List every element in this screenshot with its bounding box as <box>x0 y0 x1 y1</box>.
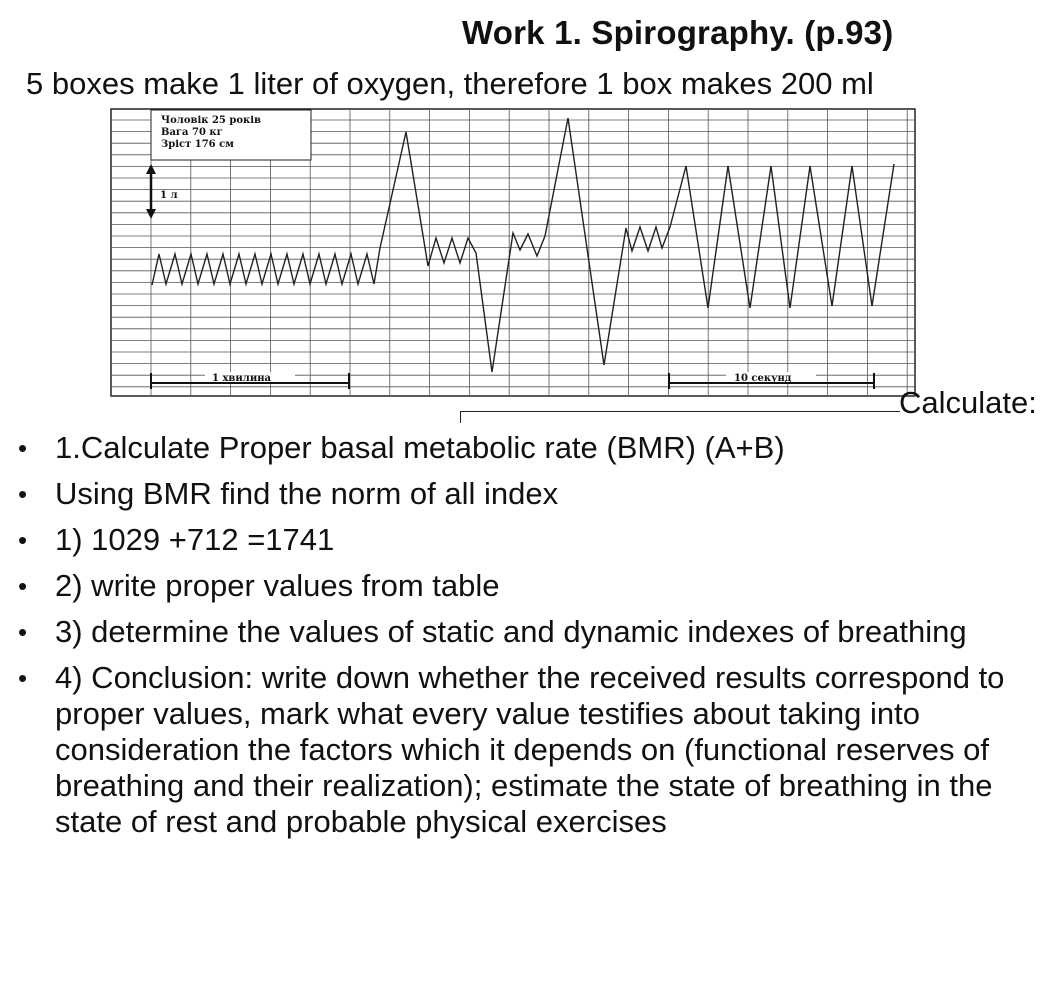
time-scale-seconds-label: 10 секунд <box>734 373 792 384</box>
task-text: Using BMR find the norm of all index <box>55 476 559 511</box>
task-text: 1.Calculate Proper basal metabolic rate (BMR) (A+B) <box>55 430 785 465</box>
list-item <box>16 660 1056 840</box>
list-item <box>16 614 1056 650</box>
subject-height: Зріст 176 см <box>161 139 234 150</box>
bullet-icon: • <box>18 479 28 509</box>
task-text: 2) write proper values from table <box>55 568 500 603</box>
list-item <box>16 476 1056 512</box>
volume-scale-label: 1 л <box>160 190 178 201</box>
volume-scale-arrow <box>146 164 156 219</box>
bullet-icon: • <box>18 663 28 693</box>
task-text: 1) 1029 +712 =1741 <box>55 522 335 557</box>
list-item <box>16 430 1056 466</box>
list-item <box>16 568 1056 604</box>
spirogram-figure <box>110 108 916 398</box>
bullet-icon: • <box>18 617 28 647</box>
time-scale-minute-label: 1 хвилина <box>212 373 272 384</box>
task-text: 4) Conclusion: write down whether the received results correspond to proper values, mark what every value testifies about taking into consideration the factors which it depends on (functional reserves of breathing and their realization); estimate the state of breathing in the state of rest and probable physical exercises <box>55 660 1005 839</box>
calculate-label: Calculate: <box>899 385 1037 420</box>
list-item <box>16 522 1056 558</box>
bullet-icon: • <box>18 571 28 601</box>
bullet-icon: • <box>18 433 28 463</box>
page-subtitle: 5 boxes make 1 liter of oxygen, therefore 1 box makes 200 ml <box>26 66 874 101</box>
task-list <box>16 430 1056 850</box>
subject-age-sex: Чоловік 25 років <box>161 115 261 126</box>
task-text: 3) determine the values of static and dynamic indexes of breathing <box>55 614 967 649</box>
calculate-bracket <box>460 411 900 423</box>
bullet-icon: • <box>18 525 28 555</box>
page-title: Work 1. Spirography. (p.93) <box>462 14 894 51</box>
subject-weight: Вага 70 кг <box>161 127 223 138</box>
